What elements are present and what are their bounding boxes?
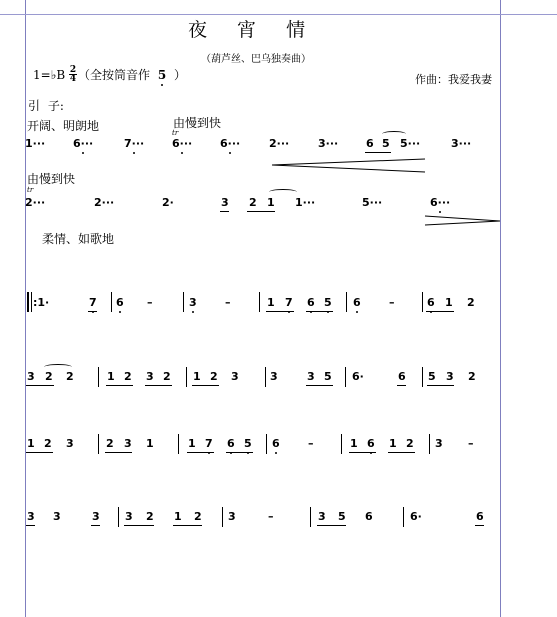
note: 6 bbox=[398, 370, 406, 383]
note: 1··· bbox=[25, 137, 46, 150]
beam bbox=[220, 211, 229, 212]
note: – bbox=[147, 296, 153, 309]
beam bbox=[26, 452, 53, 453]
intro-label: 引 子: bbox=[28, 99, 64, 113]
score-title: 夜 宵 情 bbox=[188, 19, 307, 41]
barline bbox=[178, 434, 179, 454]
note: 5··· bbox=[400, 137, 421, 150]
note bbox=[272, 438, 280, 450]
note-digit: 3 bbox=[189, 296, 197, 309]
note: 2 bbox=[45, 370, 53, 383]
note: 3 bbox=[435, 437, 443, 450]
note-digit: 7 bbox=[285, 296, 293, 309]
note bbox=[285, 297, 293, 309]
beam bbox=[192, 385, 219, 386]
composer: 作曲：我爱我妻 bbox=[415, 73, 492, 86]
note-digit: 6··· bbox=[430, 196, 451, 209]
barline bbox=[429, 434, 430, 454]
note: 6 bbox=[365, 510, 373, 523]
beam bbox=[306, 311, 333, 312]
barline bbox=[265, 367, 266, 387]
page-top-border bbox=[0, 14, 557, 15]
beam bbox=[187, 452, 214, 453]
note-digit: 6 bbox=[367, 437, 375, 450]
note: 1 bbox=[389, 437, 397, 450]
barline bbox=[403, 507, 404, 527]
note: 2 bbox=[210, 370, 218, 383]
barline bbox=[98, 434, 99, 454]
note: 3 bbox=[92, 510, 100, 523]
score-subtitle: （葫芦丝、巴乌独奏曲） bbox=[201, 54, 311, 65]
note: – bbox=[268, 510, 274, 523]
decrescendo-hairpin bbox=[424, 214, 502, 228]
note: 2 bbox=[468, 370, 476, 383]
note: 2 bbox=[66, 370, 74, 383]
beam bbox=[306, 385, 333, 386]
note-digit: 6 bbox=[307, 296, 315, 309]
tempo-mark-1: 由慢到快 bbox=[173, 116, 222, 130]
note: 1 bbox=[174, 510, 182, 523]
beam bbox=[426, 311, 454, 312]
note bbox=[172, 138, 192, 150]
note: 2 bbox=[467, 296, 475, 309]
note-digit: 7 bbox=[205, 437, 213, 450]
note bbox=[189, 297, 197, 309]
beam bbox=[124, 525, 154, 526]
barline bbox=[345, 367, 346, 387]
note: 2 bbox=[163, 370, 171, 383]
note: 1 bbox=[107, 370, 115, 383]
slur bbox=[382, 131, 406, 137]
barline bbox=[98, 367, 99, 387]
intro-expression: 开阔、明朗地 bbox=[27, 119, 100, 133]
time-signature bbox=[69, 66, 77, 83]
note: 1 bbox=[146, 437, 154, 450]
tempo-mark-2: 由慢到快 bbox=[27, 172, 76, 186]
beam bbox=[26, 525, 35, 526]
note: 1 bbox=[188, 437, 196, 450]
key-signature: 1=♭B bbox=[33, 68, 66, 82]
note: 3 bbox=[231, 370, 239, 383]
note-digit: 5 bbox=[244, 437, 252, 450]
beam bbox=[427, 385, 454, 386]
beam bbox=[397, 385, 406, 386]
trill-mark-1: tr bbox=[172, 129, 179, 137]
note bbox=[116, 297, 124, 309]
note: 6· bbox=[352, 370, 364, 383]
note: 2· bbox=[162, 196, 174, 209]
slur bbox=[269, 189, 297, 195]
beam bbox=[349, 452, 376, 453]
beam bbox=[173, 525, 202, 526]
note: 3 bbox=[270, 370, 278, 383]
note: 2··· bbox=[269, 137, 290, 150]
note-digit: 6··· bbox=[172, 137, 193, 150]
note: 6 bbox=[366, 137, 374, 150]
note bbox=[205, 438, 213, 450]
fingering-close: ） bbox=[174, 68, 187, 82]
slur bbox=[44, 364, 72, 370]
barline bbox=[341, 434, 342, 454]
time-signature-top: 2 bbox=[69, 65, 77, 75]
note: 3··· bbox=[451, 137, 472, 150]
repeat-barline-thick bbox=[27, 292, 29, 312]
note: 5··· bbox=[362, 196, 383, 209]
note bbox=[353, 297, 361, 309]
note: 1 bbox=[445, 296, 453, 309]
beam bbox=[365, 152, 391, 153]
note: 1 bbox=[27, 437, 35, 450]
note-digit: 6 bbox=[427, 296, 435, 309]
note: 1 bbox=[350, 437, 358, 450]
note: 3 bbox=[146, 370, 154, 383]
barline bbox=[111, 292, 112, 312]
note bbox=[430, 197, 450, 209]
note: 2··· bbox=[25, 196, 46, 209]
note-digit: 5 bbox=[324, 296, 332, 309]
fingering-text: （全按筒音作 bbox=[78, 68, 151, 82]
note: :1· bbox=[33, 296, 50, 309]
note bbox=[89, 297, 97, 309]
fingering-note bbox=[78, 68, 186, 82]
note bbox=[427, 297, 435, 309]
barline bbox=[118, 507, 119, 527]
note-digit: 6 bbox=[272, 437, 280, 450]
note: 5 bbox=[382, 137, 390, 150]
barline bbox=[422, 292, 423, 312]
note: – bbox=[225, 296, 231, 309]
note: 3 bbox=[307, 370, 315, 383]
note-digit: 6··· bbox=[73, 137, 94, 150]
note: 3 bbox=[53, 510, 61, 523]
note-digit: 6 bbox=[227, 437, 235, 450]
note: 3 bbox=[221, 196, 229, 209]
barline bbox=[346, 292, 347, 312]
note bbox=[307, 297, 315, 309]
note: 2 bbox=[44, 437, 52, 450]
note: – bbox=[308, 437, 314, 450]
note: 3 bbox=[27, 370, 35, 383]
beam bbox=[26, 385, 54, 386]
note: 1 bbox=[193, 370, 201, 383]
note: 3 bbox=[124, 437, 132, 450]
note-digit: 7 bbox=[89, 296, 97, 309]
trill-mark-2: tr bbox=[27, 186, 34, 194]
barline bbox=[266, 434, 267, 454]
note bbox=[244, 438, 252, 450]
note: 2 bbox=[194, 510, 202, 523]
note bbox=[324, 297, 332, 309]
note: – bbox=[468, 437, 474, 450]
beam bbox=[106, 385, 133, 386]
note: 5 bbox=[324, 370, 332, 383]
note-digit: 7··· bbox=[124, 137, 145, 150]
note: 5 bbox=[428, 370, 436, 383]
barline bbox=[259, 292, 260, 312]
beam bbox=[247, 211, 275, 212]
note: 2··· bbox=[94, 196, 115, 209]
main-expression: 柔情、如歌地 bbox=[42, 232, 115, 246]
note bbox=[227, 438, 235, 450]
page-right-border bbox=[500, 0, 501, 617]
barline bbox=[422, 367, 423, 387]
note: 3 bbox=[27, 510, 35, 523]
note: 1··· bbox=[295, 196, 316, 209]
note: 2 bbox=[124, 370, 132, 383]
beam bbox=[91, 525, 100, 526]
note bbox=[73, 138, 93, 150]
note-digit: 6 bbox=[353, 296, 361, 309]
note: 2 bbox=[406, 437, 414, 450]
beam bbox=[266, 311, 294, 312]
note bbox=[124, 138, 144, 150]
note: 2 bbox=[106, 437, 114, 450]
note: 1 bbox=[267, 296, 275, 309]
note-digit: 6 bbox=[116, 296, 124, 309]
barline bbox=[310, 507, 311, 527]
note: 2 bbox=[249, 196, 257, 209]
note: 1 bbox=[267, 196, 275, 209]
fingering-value: 5 bbox=[157, 68, 167, 82]
note: 3 bbox=[125, 510, 133, 523]
barline bbox=[222, 507, 223, 527]
note: 3 bbox=[66, 437, 74, 450]
beam bbox=[145, 385, 172, 386]
note: 3··· bbox=[318, 137, 339, 150]
note: 3 bbox=[446, 370, 454, 383]
beam bbox=[475, 525, 484, 526]
repeat-barline-thin bbox=[31, 292, 32, 312]
note: 3 bbox=[318, 510, 326, 523]
note bbox=[220, 138, 240, 150]
note bbox=[367, 438, 375, 450]
note: 5 bbox=[338, 510, 346, 523]
note-digit: 6··· bbox=[220, 137, 241, 150]
note: 3 bbox=[228, 510, 236, 523]
note: 6· bbox=[410, 510, 422, 523]
note: 6 bbox=[476, 510, 484, 523]
beam bbox=[388, 452, 415, 453]
beam bbox=[105, 452, 132, 453]
time-signature-bottom: 4 bbox=[69, 74, 77, 84]
beam bbox=[317, 525, 346, 526]
barline bbox=[183, 292, 184, 312]
crescendo-hairpin bbox=[270, 158, 428, 174]
barline bbox=[186, 367, 187, 387]
beam bbox=[226, 452, 253, 453]
note: – bbox=[389, 296, 395, 309]
note: 2 bbox=[146, 510, 154, 523]
beam bbox=[88, 311, 97, 312]
